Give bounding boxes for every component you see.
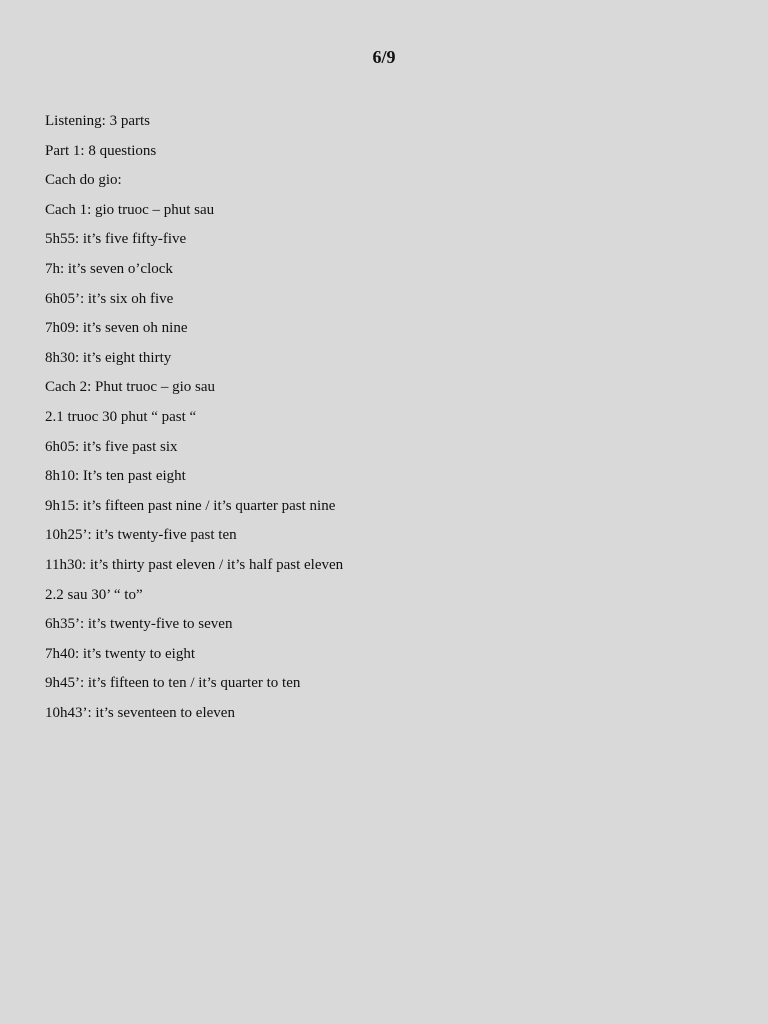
text-line: 7h40: it’s twenty to eight [45, 645, 195, 662]
text-line: Cach do gio: [45, 172, 122, 189]
text-line: 10h25’: it’s twenty-five past ten [45, 527, 237, 544]
text-line: 10h43’: it’s seventeen to eleven [45, 704, 235, 721]
text-line: Cach 2: Phut truoc – gio sau [45, 379, 215, 396]
text-line: 6h05: it’s five past six [45, 438, 178, 455]
text-line: Cach 1: gio truoc – phut sau [45, 201, 215, 218]
document-body [45, 107, 725, 728]
text-line: 5h55: it’s five fifty-five [45, 231, 187, 248]
text-line: Part 1: 8 questions [45, 142, 157, 159]
text-line: 9h45’: it’s fifteen to ten / it’s quarter to ten [45, 675, 301, 692]
text-line: Listening: 3 parts [45, 113, 150, 129]
text-line: 9h15: it’s fifteen past nine / it’s quarter past nine [45, 497, 336, 514]
text-line: 8h30: it’s eight thirty [45, 349, 172, 366]
text-line: 8h10: It’s ten past eight [45, 468, 186, 485]
text-line: 2.1 truoc 30 phut “ past “ [45, 408, 197, 425]
text-line: 2.2 sau 30’ “ to” [45, 586, 143, 603]
page-number: 6/9 [372, 47, 396, 67]
text-line: 6h05’: it’s six oh five [45, 290, 174, 307]
text-line: 11h30: it’s thirty past eleven / it’s half past eleven [45, 556, 344, 573]
text-line: 7h09: it’s seven oh nine [45, 320, 188, 337]
text-line: 6h35’: it’s twenty-five to seven [45, 616, 233, 633]
text-line: 7h: it’s seven o’clock [45, 260, 173, 277]
